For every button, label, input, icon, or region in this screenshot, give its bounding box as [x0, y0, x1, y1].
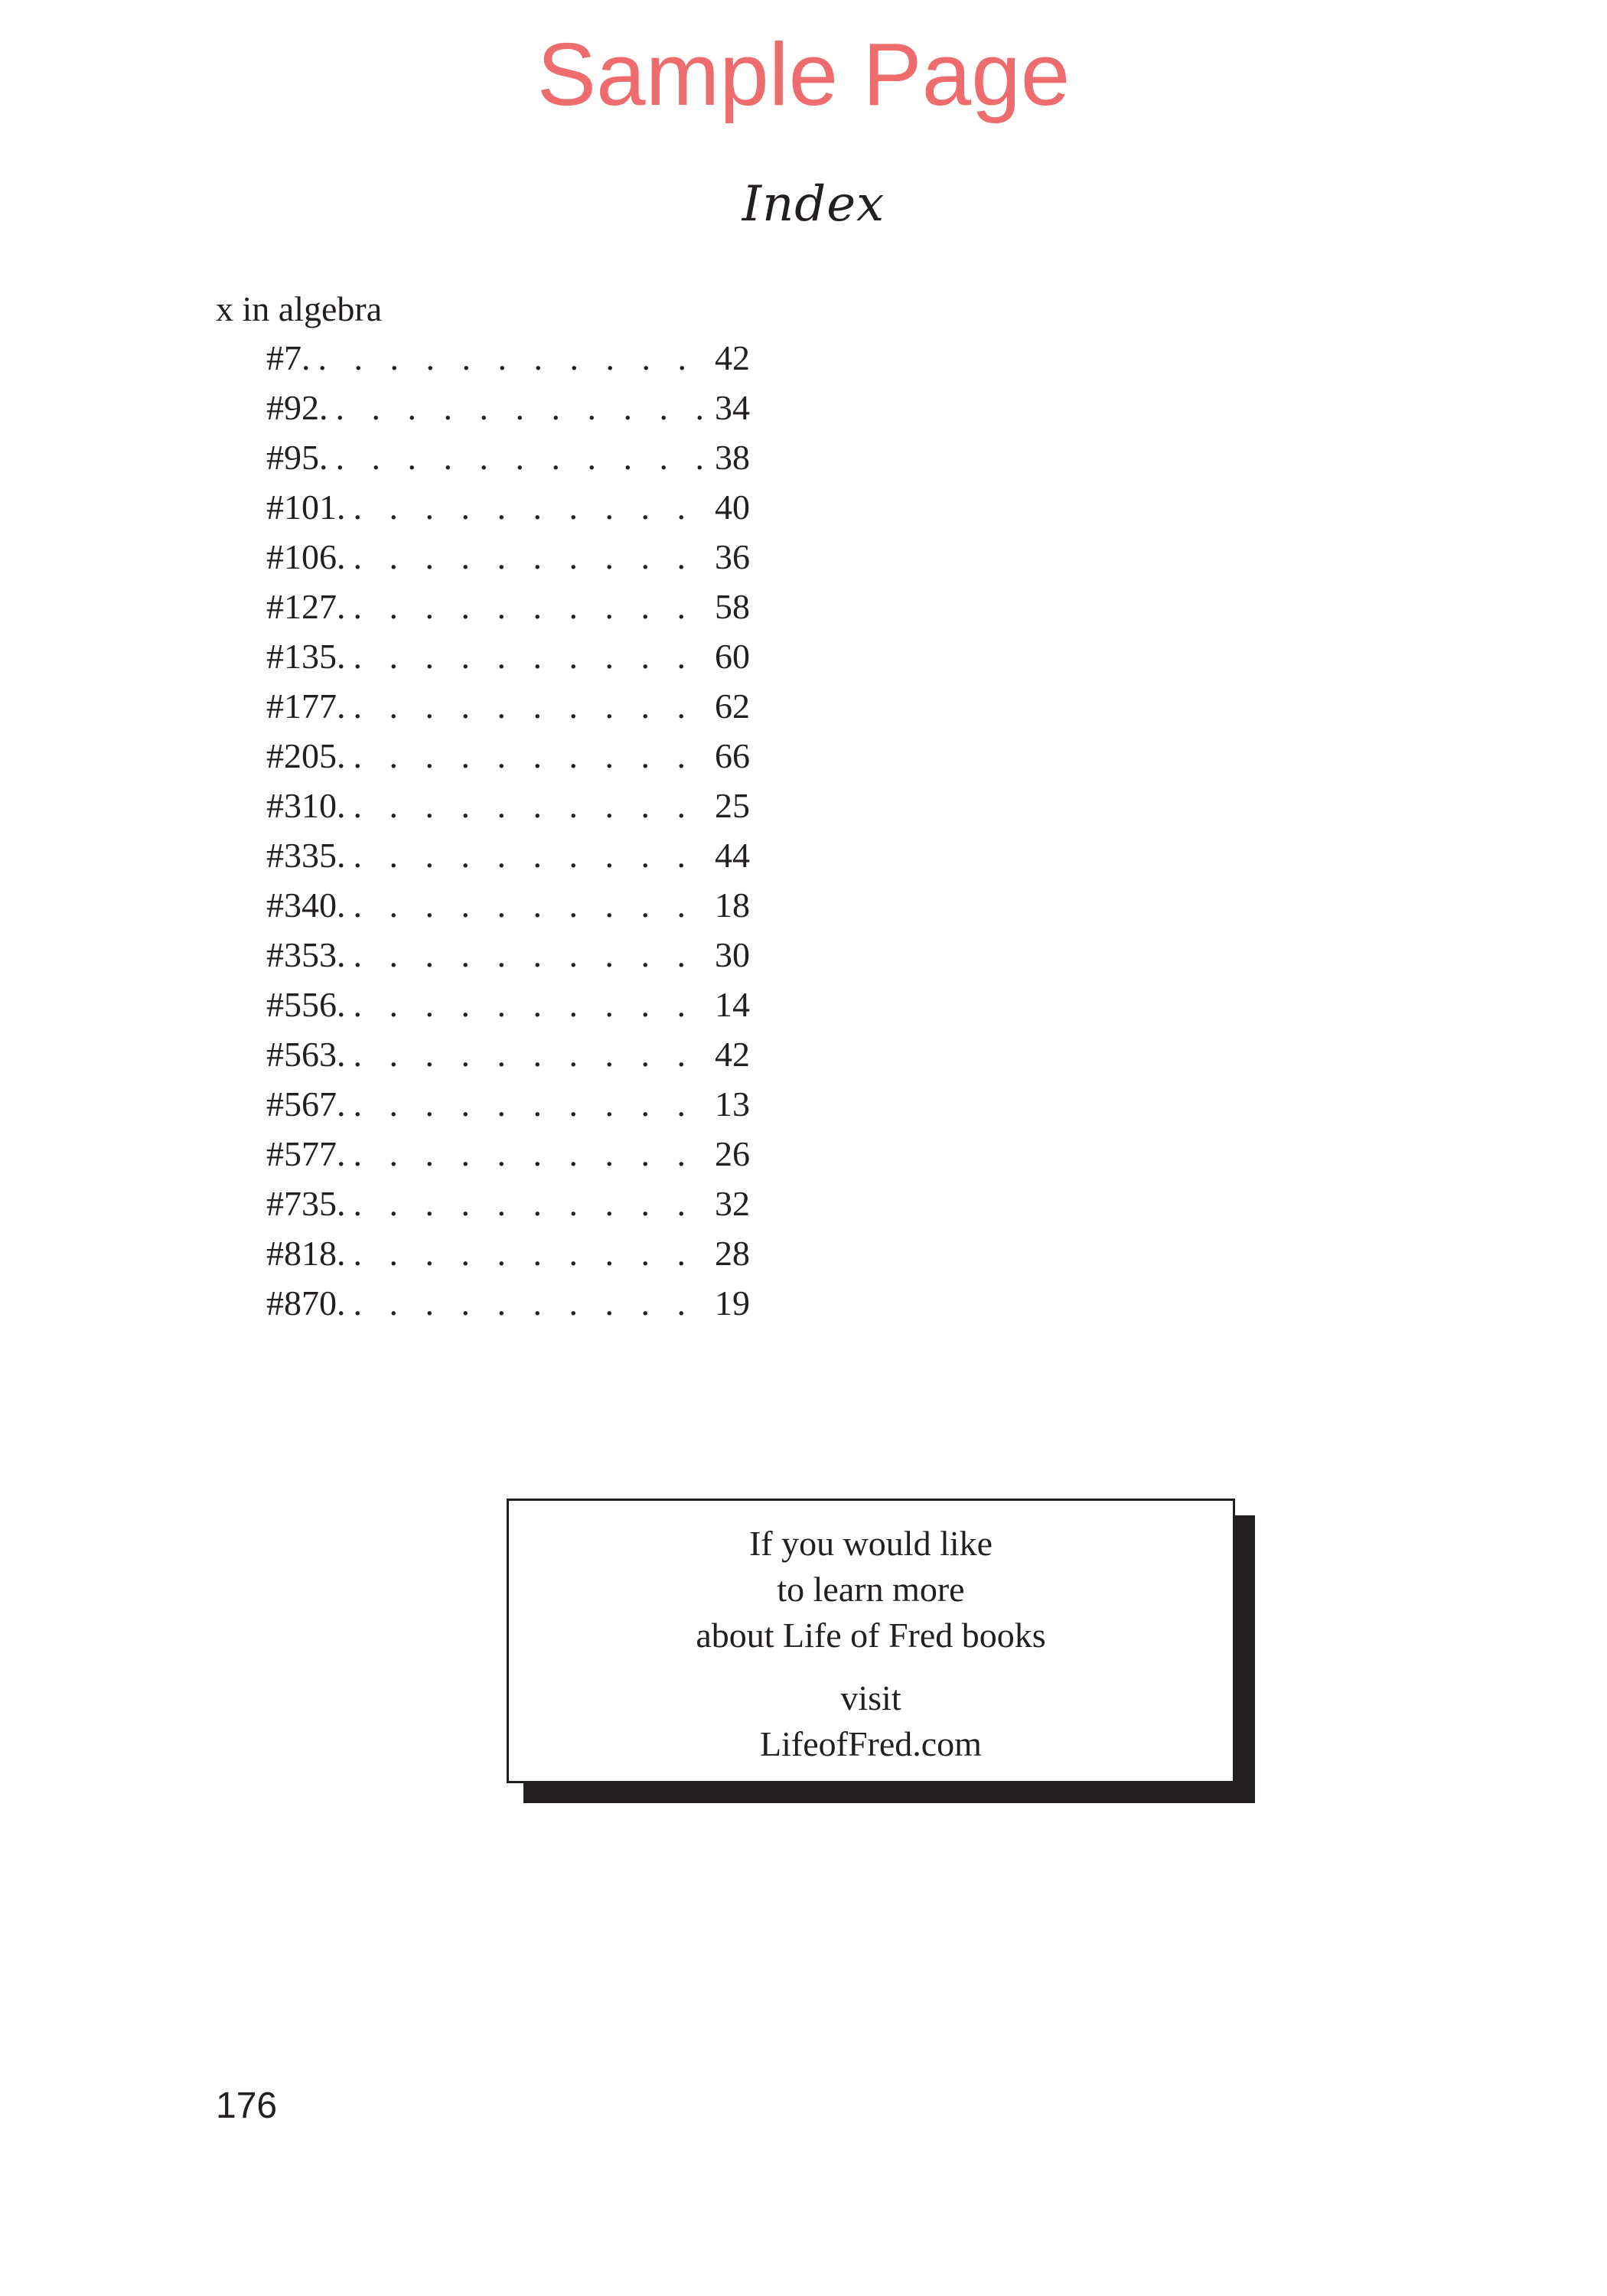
entry-page-number: 38: [715, 438, 750, 477]
entry-problem-number: #567.: [266, 1084, 346, 1124]
entry-page-number: 60: [715, 637, 750, 676]
index-entry: [266, 732, 750, 781]
promo-visit-text: visit: [840, 1678, 901, 1717]
index-entry: [266, 1179, 750, 1229]
index-heading: x in algebra: [216, 289, 383, 328]
entry-problem-number: #106.: [266, 537, 346, 576]
dot-leader: [354, 483, 705, 532]
entry-page-number: 30: [715, 935, 750, 974]
entry-page-number: 36: [715, 537, 750, 576]
entry-problem-number: #556.: [266, 985, 346, 1024]
dot-leader: [354, 732, 705, 781]
entry-problem-number: #735.: [266, 1184, 346, 1223]
promo-line: If you would like: [748, 1524, 993, 1563]
index-entry: [266, 1229, 750, 1279]
dot-leader: [354, 881, 705, 930]
entry-page-number: 26: [715, 1134, 750, 1173]
entry-problem-number: #310.: [266, 786, 346, 825]
dot-leader: [354, 1179, 705, 1228]
dot-leader: [354, 582, 705, 631]
entry-problem-number: #353.: [266, 935, 346, 974]
entry-problem-number: #135.: [266, 637, 346, 676]
index-entry: [266, 1130, 750, 1179]
dot-leader: [354, 1080, 705, 1129]
dot-leader: [354, 533, 705, 582]
entry-problem-number: #818.: [266, 1234, 346, 1273]
entry-page-number: 25: [715, 786, 750, 825]
entry-problem-number: #101.: [266, 488, 346, 527]
promo-website-link[interactable]: LifeofFred.com: [760, 1724, 982, 1763]
index-section: [216, 285, 767, 1329]
dot-leader: [354, 1279, 705, 1328]
index-entry: [266, 931, 750, 980]
promo-line: about Life of Fred books: [696, 1616, 1046, 1655]
entry-page-number: 28: [715, 1234, 750, 1273]
index-entry: [266, 1279, 750, 1329]
entry-problem-number: #95.: [266, 438, 328, 477]
index-entry: [266, 433, 750, 483]
promo-line: to learn more: [777, 1570, 965, 1609]
index-entry: [266, 682, 750, 732]
entry-page-number: 42: [715, 338, 750, 377]
entry-problem-number: #870.: [266, 1283, 346, 1322]
entry-problem-number: #205.: [266, 736, 346, 775]
dot-leader: [354, 980, 705, 1029]
dot-leader: [354, 632, 705, 681]
entry-problem-number: #340.: [266, 885, 346, 925]
dot-leader: [354, 682, 705, 731]
dot-leader: [336, 383, 705, 432]
index-entry: [266, 483, 750, 533]
index-entry: [266, 881, 750, 931]
entry-problem-number: #577.: [266, 1134, 346, 1173]
entry-problem-number: #127.: [266, 587, 346, 626]
index-entry: [266, 632, 750, 682]
index-entries: [216, 334, 767, 1329]
index-entry: [266, 334, 750, 383]
entry-page-number: 66: [715, 736, 750, 775]
entry-problem-number: #7.: [266, 338, 311, 377]
entry-problem-number: #92.: [266, 388, 328, 427]
index-entry: [266, 533, 750, 582]
entry-page-number: 34: [715, 388, 750, 427]
index-entry: [266, 831, 750, 881]
entry-page-number: 18: [715, 885, 750, 925]
entry-page-number: 42: [715, 1035, 750, 1074]
entry-problem-number: #177.: [266, 687, 346, 726]
index-entry: [266, 582, 750, 632]
index-entry: [266, 980, 750, 1030]
dot-leader: [354, 1030, 705, 1079]
entry-page-number: 14: [715, 985, 750, 1024]
index-entry: [266, 781, 750, 831]
entry-page-number: 58: [715, 587, 750, 626]
entry-page-number: 40: [715, 488, 750, 527]
entry-page-number: 62: [715, 687, 750, 726]
dot-leader: [336, 433, 705, 482]
dot-leader: [354, 781, 705, 830]
entry-page-number: 32: [715, 1184, 750, 1223]
dot-leader: [318, 334, 705, 383]
promo-box: [507, 1499, 1235, 1783]
entry-page-number: 19: [715, 1283, 750, 1322]
entry-problem-number: #335.: [266, 836, 346, 875]
promo-visit-block: [509, 1658, 1233, 1767]
promo-message: [509, 1501, 1233, 1658]
entry-page-number: 13: [715, 1084, 750, 1124]
page-number: 176: [216, 2086, 278, 2126]
index-title: Index: [742, 176, 885, 233]
dot-leader: [354, 1130, 705, 1179]
dot-leader: [354, 831, 705, 880]
index-entry: [266, 1030, 750, 1080]
index-entry: [266, 383, 750, 433]
dot-leader: [354, 1229, 705, 1278]
sample-page-watermark: Sample Page: [536, 24, 1071, 124]
index-entry: [266, 1080, 750, 1130]
dot-leader: [354, 931, 705, 980]
entry-problem-number: #563.: [266, 1035, 346, 1074]
entry-page-number: 44: [715, 836, 750, 875]
